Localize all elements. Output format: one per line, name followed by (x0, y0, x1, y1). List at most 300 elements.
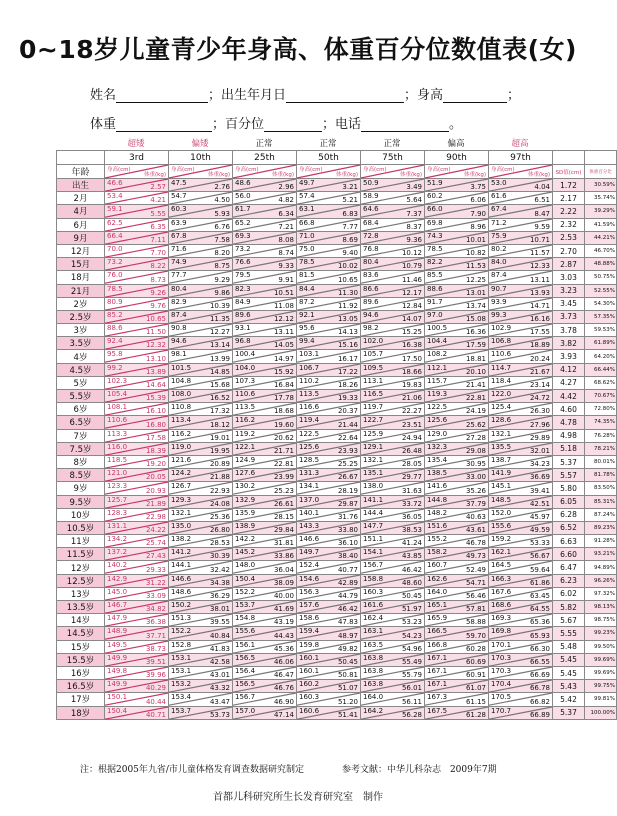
height-value: 134.1 (299, 482, 320, 491)
weight-value: 10.02 (337, 262, 358, 271)
pct-value: 72.80% (585, 403, 617, 416)
value-cell (425, 363, 489, 376)
height-field[interactable] (443, 89, 507, 103)
table-row (57, 284, 617, 297)
weight-value: 40.84 (209, 631, 230, 640)
table-row (57, 587, 617, 600)
height-value: 153.2 (171, 680, 192, 689)
dob-field[interactable] (286, 89, 404, 103)
value-cell (297, 508, 361, 521)
sd-value: 2.53 (553, 231, 585, 244)
height-value: 148.9 (107, 627, 128, 636)
weight-value: 27.28 (465, 433, 486, 442)
table-row (57, 442, 617, 455)
weight-value: 10.51 (273, 288, 294, 297)
height-value: 101.5 (171, 363, 192, 372)
height-value: 138.0 (363, 482, 384, 491)
value-cell (233, 482, 297, 495)
value-cell (233, 653, 297, 666)
value-cell (169, 205, 233, 218)
height-value: 76.6 (235, 258, 251, 267)
height-value: 160.1 (299, 653, 320, 662)
value-cell (105, 614, 169, 627)
weight-value: 51.41 (337, 710, 358, 719)
pct-value: 99.69% (585, 653, 617, 666)
height-value: 119.7 (363, 403, 384, 412)
height-unit-label: 身高(cm) (235, 167, 259, 173)
height-value: 145.0 (107, 587, 128, 596)
height-value: 140.1 (299, 508, 320, 517)
height-value: 125.9 (363, 429, 384, 438)
height-value: 119.4 (299, 416, 320, 425)
value-cell (425, 521, 489, 534)
weight-value: 13.10 (145, 354, 166, 363)
age-cell: 18月 (57, 271, 105, 284)
value-cell (297, 482, 361, 495)
value-cell (169, 403, 233, 416)
value-cell (233, 508, 297, 521)
weight-value: 59.70 (465, 631, 486, 640)
weight-value: 7.58 (214, 235, 230, 244)
weight-value: 9.76 (150, 301, 166, 310)
height-value: 140.2 (107, 561, 128, 570)
weight-value: 8.37 (406, 222, 422, 231)
weight-value: 49.82 (337, 644, 358, 653)
weight-value: 31.81 (273, 539, 294, 548)
weight-value: 53.33 (529, 539, 550, 548)
height-value: 121.6 (171, 455, 192, 464)
pct-value: 76.28% (585, 429, 617, 442)
height-value: 122.7 (363, 416, 384, 425)
height-value: 132.1 (491, 429, 512, 438)
sd-value: 5.80 (553, 482, 585, 495)
weight-value: 26.80 (209, 526, 230, 535)
table-row (57, 376, 617, 389)
pct-value: 100.00% (585, 706, 617, 719)
value-cell (489, 706, 553, 719)
height-value: 95.8 (107, 350, 123, 359)
value-cell (233, 258, 297, 271)
value-cell (105, 627, 169, 640)
height-value: 125.7 (107, 495, 128, 504)
height-value: 147.9 (107, 614, 128, 623)
height-value: 70.0 (107, 244, 123, 253)
value-cell (297, 706, 361, 719)
value-cell (297, 455, 361, 468)
pct-value: 91.28% (585, 535, 617, 548)
weight-value: 2.57 (150, 183, 166, 192)
value-cell (425, 482, 489, 495)
weight-value: 49.73 (465, 552, 486, 561)
height-value: 88.6 (427, 284, 443, 293)
weight-value: 29.89 (529, 433, 550, 442)
weight-value: 9.59 (534, 222, 550, 231)
weight-value: 56.11 (401, 697, 422, 706)
weight-value: 66.69 (529, 671, 550, 680)
height-value: 57.4 (299, 192, 315, 201)
value-cell (233, 376, 297, 389)
weight-value: 3.49 (406, 183, 422, 192)
value-cell (361, 601, 425, 614)
sd-value: 5.45 (553, 653, 585, 666)
weight-value: 16.10 (145, 407, 166, 416)
value-cell (297, 442, 361, 455)
height-value: 125.4 (491, 403, 512, 412)
value-cell (169, 337, 233, 350)
value-cell (105, 653, 169, 666)
age-cell: 3.5岁 (57, 337, 105, 350)
value-cell (361, 218, 425, 231)
value-cell (297, 324, 361, 337)
weight-value: 8.47 (534, 209, 550, 218)
value-cell (169, 179, 233, 192)
height-value: 106.8 (491, 337, 512, 346)
height-value: 135.5 (491, 442, 512, 451)
weight-value: 21.71 (273, 446, 294, 455)
age-cell: 5.5岁 (57, 390, 105, 403)
weight-value: 56.01 (401, 684, 422, 693)
value-cell (361, 403, 425, 416)
pct-value: 93.21% (585, 548, 617, 561)
height-value: 153.1 (171, 653, 192, 662)
height-value: 68.4 (363, 218, 379, 227)
height-value: 71.6 (171, 244, 187, 253)
weight-field[interactable] (116, 118, 212, 132)
weight-value: 11.92 (337, 301, 358, 310)
weight-value: 36.04 (273, 565, 294, 574)
value-cell (233, 587, 297, 600)
sd-value: 4.12 (553, 363, 585, 376)
height-value: 46.6 (107, 179, 123, 187)
category-label-1: 偏矮 (191, 139, 209, 149)
weight-value: 48.97 (337, 631, 358, 640)
value-cell (361, 231, 425, 244)
weight-value: 20.93 (145, 486, 166, 495)
height-value: 49.7 (299, 179, 315, 187)
value-cell (489, 601, 553, 614)
height-value: 66.0 (427, 205, 443, 214)
value-cell (425, 284, 489, 297)
weight-value: 18.81 (465, 354, 486, 363)
age-cell: 9岁 (57, 482, 105, 495)
percentile-header-3rd: 3rd (105, 151, 169, 165)
value-cell (297, 561, 361, 574)
table-row (57, 350, 617, 363)
phone-field[interactable] (361, 118, 449, 132)
height-value: 156.1 (235, 640, 256, 649)
value-cell (297, 416, 361, 429)
height-value: 156.3 (299, 587, 320, 596)
table-row (57, 521, 617, 534)
percentile-table (56, 150, 617, 720)
age-cell: 9月 (57, 231, 105, 244)
table-row (57, 495, 617, 508)
weight-value: 29.77 (401, 473, 422, 482)
value-cell (297, 284, 361, 297)
weight-value: 40.71 (145, 710, 166, 719)
height-value: 137.2 (107, 548, 128, 557)
pct-value: 48.88% (585, 258, 617, 271)
weight-value: 46.42 (401, 565, 422, 574)
table-row (57, 416, 617, 429)
weight-value: 24.19 (465, 407, 486, 416)
age-cell: 11岁 (57, 535, 105, 548)
weight-value: 26.61 (273, 499, 294, 508)
height-value: 91.7 (427, 297, 443, 306)
weight-value: 47.83 (337, 618, 358, 627)
value-cell (169, 244, 233, 257)
value-cell (233, 469, 297, 482)
value-cell (361, 627, 425, 640)
value-cell (361, 614, 425, 627)
weight-value: 34.82 (145, 605, 166, 614)
value-cell (169, 416, 233, 429)
value-cell (169, 548, 233, 561)
age-cell: 16.5岁 (57, 680, 105, 693)
value-cell (425, 640, 489, 653)
weight-value: 16.52 (209, 394, 230, 403)
weight-value: 17.78 (273, 394, 294, 403)
height-value: 155.6 (235, 627, 256, 636)
sd-value: 6.60 (553, 548, 585, 561)
value-cell (233, 548, 297, 561)
pct-value: 57.35% (585, 310, 617, 323)
name-field[interactable] (116, 89, 208, 103)
height-value: 145.2 (235, 548, 256, 557)
pct-value: 85.31% (585, 495, 617, 508)
height-value: 116.0 (107, 442, 128, 451)
sd-value: 2.70 (553, 244, 585, 257)
weight-value: 20.37 (337, 407, 358, 416)
pct-value: 61.89% (585, 337, 617, 350)
value-cell (297, 429, 361, 442)
value-cell (361, 337, 425, 350)
height-value: 97.0 (427, 310, 443, 319)
footer-reference: 参考文献：中华儿科杂志 2009年7期 (341, 765, 497, 775)
age-cell: 14岁 (57, 614, 105, 627)
height-value: 156.4 (235, 666, 256, 675)
height-value: 167.3 (427, 693, 448, 702)
weight-value: 5.21 (342, 196, 358, 205)
height-value: 149.7 (299, 548, 320, 557)
sd-value: 5.57 (553, 469, 585, 482)
weight-value: 30.95 (465, 460, 486, 469)
height-value: 167.5 (427, 706, 448, 715)
value-cell (425, 693, 489, 706)
age-cell: 8岁 (57, 455, 105, 468)
weight-value: 24.72 (529, 394, 550, 403)
value-cell (489, 548, 553, 561)
height-value: 146.7 (107, 601, 128, 609)
height-value: 82.2 (427, 258, 443, 267)
weight-value: 20.89 (209, 460, 230, 469)
weight-value: 13.01 (465, 288, 486, 297)
weight-value: 40.00 (273, 592, 294, 600)
height-value: 144.1 (171, 561, 192, 570)
value-cell (489, 324, 553, 337)
weight-value: 41.24 (401, 539, 422, 548)
height-value: 75.9 (491, 231, 507, 240)
height-value: 146.6 (299, 535, 320, 544)
weight-value: 8.96 (470, 222, 486, 231)
value-cell (425, 601, 489, 614)
weight-value: 21.06 (401, 394, 422, 403)
height-value: 66.4 (107, 231, 123, 240)
value-cell (169, 666, 233, 679)
weight-value: 17.58 (145, 433, 166, 442)
height-value: 170.7 (491, 706, 512, 715)
height-value: 81.5 (299, 271, 315, 280)
table-row (57, 179, 617, 192)
age-cell: 3岁 (57, 324, 105, 337)
height-value: 160.3 (363, 587, 384, 596)
weight-value: 51.97 (401, 605, 422, 614)
value-cell (425, 376, 489, 389)
sd-value: 6.63 (553, 535, 585, 548)
weight-value: 56.28 (401, 710, 422, 719)
height-value: 98.1 (171, 350, 187, 359)
height-value: 163.8 (363, 680, 384, 689)
weight-value: 9.91 (278, 275, 294, 284)
height-value: 116.2 (235, 416, 256, 425)
height-value: 94.6 (171, 337, 187, 346)
weight-value: 16.17 (337, 354, 358, 363)
value-cell (105, 574, 169, 587)
weight-value: 7.37 (406, 209, 422, 218)
height-value: 167.1 (427, 666, 448, 675)
weight-value: 14.97 (273, 354, 294, 363)
pct-value: 41.59% (585, 218, 617, 231)
weight-value: 21.41 (465, 381, 486, 389)
value-cell (297, 601, 361, 614)
weight-value: 46.76 (273, 684, 294, 693)
value-cell (425, 218, 489, 231)
weight-value: 6.35 (150, 222, 166, 231)
unit-header-10th (169, 165, 233, 179)
weight-value: 37.71 (145, 631, 166, 640)
value-cell (297, 680, 361, 693)
weight-value: 3.75 (470, 183, 486, 192)
value-cell (489, 521, 553, 534)
value-cell (297, 231, 361, 244)
weight-value: 46.47 (273, 671, 294, 680)
height-value: 167.1 (427, 680, 448, 689)
weight-value: 56.67 (529, 552, 550, 561)
height-value: 93.9 (491, 297, 507, 306)
weight-value: 22.64 (337, 433, 358, 442)
height-value: 149.9 (107, 680, 128, 689)
table-row (57, 640, 617, 653)
weight-value: 37.79 (465, 499, 486, 508)
weight-value: 17.59 (465, 341, 486, 350)
value-cell (105, 284, 169, 297)
weight-value: 24.22 (145, 526, 166, 535)
height-value: 78.5 (107, 284, 123, 293)
height-value: 138.5 (427, 469, 448, 478)
table-row (57, 363, 617, 376)
value-cell (489, 231, 553, 244)
sd-value: 6.28 (553, 508, 585, 521)
value-cell (361, 469, 425, 482)
weight-value: 36.38 (145, 618, 166, 627)
weight-unit-label: 体重(kg) (144, 172, 166, 178)
table-row (57, 482, 617, 495)
value-cell (361, 640, 425, 653)
height-value: 116.5 (363, 390, 384, 398)
value-cell (489, 640, 553, 653)
age-cell: 11.5岁 (57, 548, 105, 561)
value-cell (489, 350, 553, 363)
value-cell (297, 205, 361, 218)
value-cell (105, 390, 169, 403)
weight-value: 13.93 (529, 288, 550, 297)
height-value: 102.0 (363, 337, 384, 346)
value-cell (297, 376, 361, 389)
weight-value: 57.81 (465, 605, 486, 614)
value-cell (233, 218, 297, 231)
height-label: ；身高 (404, 88, 444, 103)
height-value: 135.9 (235, 508, 256, 517)
value-cell (489, 284, 553, 297)
pct-value: 66.44% (585, 363, 617, 376)
value-cell (169, 482, 233, 495)
value-cell (233, 535, 297, 548)
height-value: 74.9 (171, 258, 187, 267)
value-cell (361, 535, 425, 548)
weight-value: 22.27 (401, 407, 422, 416)
value-cell (105, 337, 169, 350)
height-value: 134.2 (107, 535, 128, 544)
height-value: 169.8 (491, 627, 512, 636)
height-value: 153.7 (235, 601, 256, 609)
height-value: 64.6 (363, 205, 379, 214)
height-value: 151.6 (427, 521, 448, 530)
value-cell (233, 231, 297, 244)
weight-value: 38.53 (401, 526, 422, 535)
value-cell (105, 455, 169, 468)
height-value: 54.7 (171, 192, 187, 201)
height-value: 77.7 (171, 271, 187, 280)
age-cell: 10岁 (57, 508, 105, 521)
height-value: 113.5 (299, 390, 320, 398)
height-value: 170.3 (491, 666, 512, 675)
sd-value: 2.32 (553, 218, 585, 231)
value-cell (361, 442, 425, 455)
height-value: 148.2 (427, 508, 448, 517)
percentile-field[interactable] (264, 118, 322, 132)
value-cell (489, 403, 553, 416)
value-cell (105, 495, 169, 508)
weight-value: 35.26 (465, 486, 486, 495)
value-cell (361, 680, 425, 693)
weight-unit-label: 体重(kg) (464, 172, 486, 178)
weight-value: 10.12 (401, 249, 422, 258)
height-value: 128.3 (107, 508, 128, 517)
height-value: 131.3 (299, 469, 320, 478)
sd-value: 5.48 (553, 640, 585, 653)
age-cell: 出生 (57, 179, 105, 192)
row1-end-sep: ； (507, 88, 521, 103)
percentile-label: ；百分位 (212, 117, 265, 132)
page-title: 0~18岁儿童青少年身高、体重百分位数值表(女) (19, 35, 577, 64)
value-cell (361, 192, 425, 205)
value-cell (425, 495, 489, 508)
weight-value: 65.36 (529, 618, 550, 627)
table-row (57, 205, 617, 218)
weight-value: 60.69 (465, 657, 486, 666)
table-row (57, 693, 617, 706)
value-cell (361, 244, 425, 257)
